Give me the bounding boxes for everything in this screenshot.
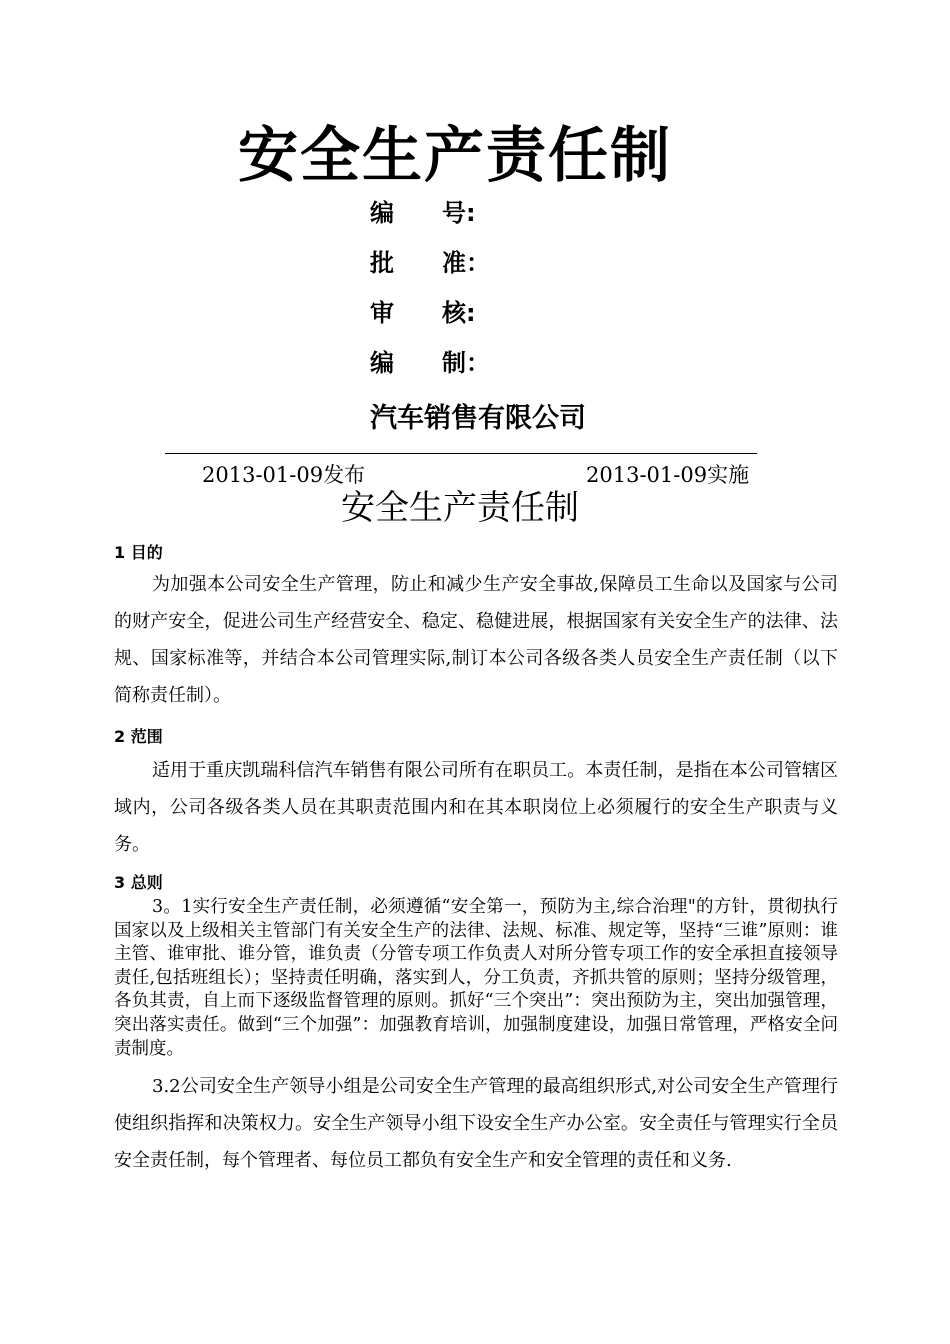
paragraph: 为加强本公司安全生产管理，防止和减少生产安全事故,保障员工生命以及国家与公司的财产安全，促进公司生产经营安全、稳定、稳健进展，根据国家有关安全生产的法律、法规、国家标准等，并结合本公司管理实际,制订本公司各级各类人员安全生产责任制（以下简称责任制）。 (114, 574, 838, 706)
paragraph: 适用于重庆凯瑞科信汽车销售有限公司所有在职员工。本责任制，是指在本公司管辖区域内，公司各级各类人员在其职责范围内和在其本职岗位上必须履行的安全生产职责与义务。 (114, 760, 838, 855)
publish-date: 2013-01-09发布 (202, 463, 366, 487)
section-heading: 1 目的 (114, 543, 163, 562)
company-name: 汽车销售有限公司 (370, 403, 586, 434)
document-title: 安全生产责任制 (341, 488, 579, 528)
meta-label: 核: (442, 299, 476, 327)
effective-date: 2013-01-09实施 (586, 463, 750, 487)
meta-label: 编 (370, 349, 394, 377)
meta-field-approve (370, 248, 490, 278)
cover-title: 安全生产责任制 (238, 121, 672, 191)
meta-field-number (370, 198, 476, 228)
paragraph: 3。1实行安全生产责任制，必须遵循“安全第一，预防为主,综合治理"的方针，贯彻执行国家以及上级相关主管部门有关安全生产的法律、法规、标准、规定等，坚持“三谁”原则：谁主管、谁审批、谁分管，谁负责（分管专项工作负责人对所分管专项工作的安全承担直接领导责任,包括班组长）；坚持责任明确，落实到人，分工负责，齐抓共管的原则；坚持分级管理，各负其责，自上而下逐级监督管理的原则。抓好“三个突出”：突出预防为主，突出加强管理，突出落实责任。做到“三个加强”：加强教育培训，加强制度建设，加强日常管理，严格安全问责制度。 (114, 897, 838, 1059)
meta-label: 审 (370, 299, 394, 327)
meta-label: 准： (442, 249, 490, 277)
section-heading: 2 范围 (114, 727, 163, 746)
meta-field-compile (370, 348, 490, 378)
meta-label: 制： (442, 349, 490, 377)
meta-label: 批 (370, 249, 394, 277)
meta-label: 编 (370, 199, 394, 227)
meta-label: 号: (442, 199, 476, 227)
section-heading: 3 总则 (114, 873, 163, 892)
paragraph: 3.2公司安全生产领导小组是公司安全生产管理的最高组织形式,对公司安全生产管理行使组织指挥和决策权力。安全生产领导小组下设安全生产办公室。安全责任与管理实行全员安全责任制，每个管理者、每位员工都负有安全生产和安全管理的责任和义务. (114, 1076, 838, 1171)
divider (165, 453, 757, 454)
meta-field-review (370, 298, 476, 328)
